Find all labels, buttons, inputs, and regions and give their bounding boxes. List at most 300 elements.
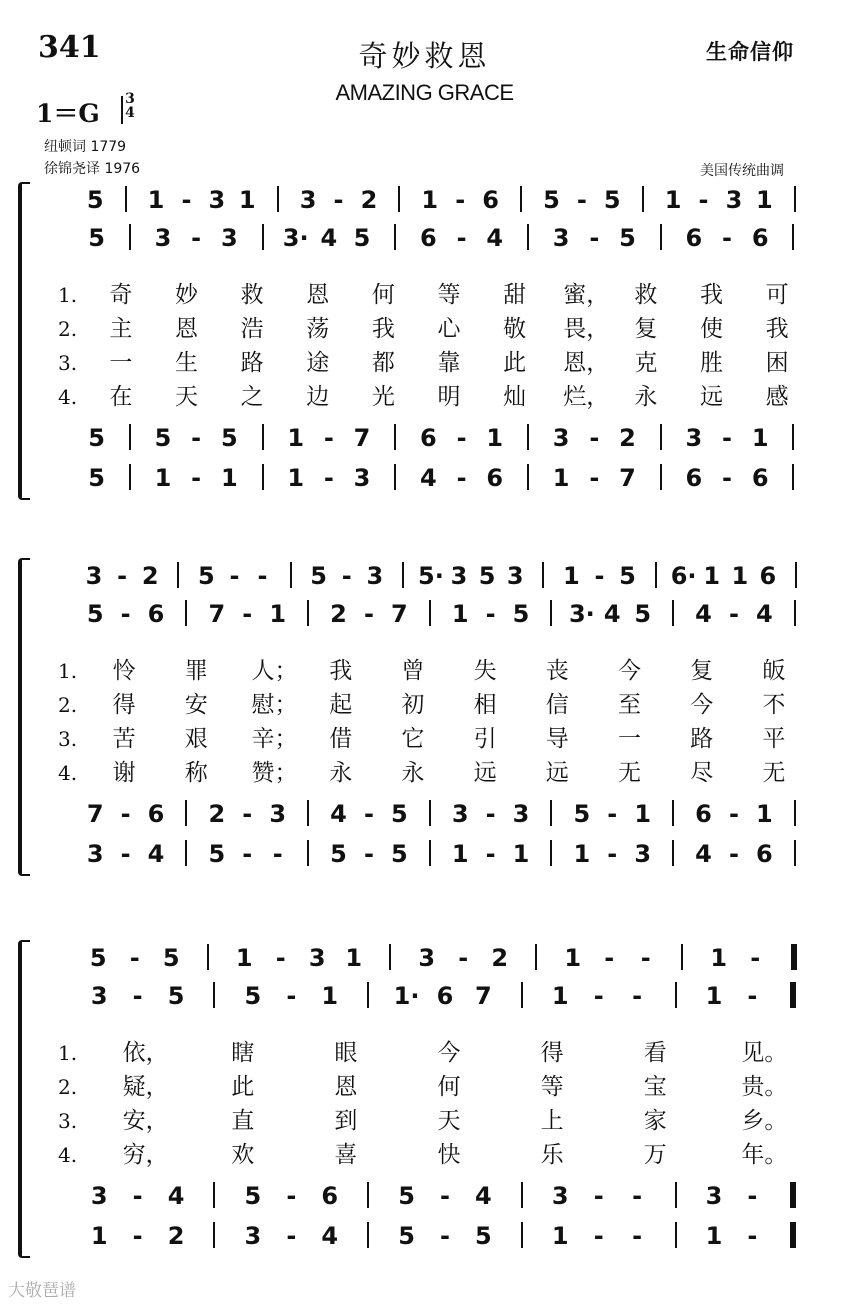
dash-extension: - (594, 562, 605, 590)
lyric-syllable: 甜 (503, 282, 527, 308)
lyric-syllable: 至 (618, 692, 641, 718)
barline (535, 944, 537, 970)
note: 3 (512, 800, 530, 828)
key-signature: 1＝G (36, 99, 100, 128)
lyric-syllable: 乐 (540, 1142, 564, 1168)
note: 5 (478, 562, 496, 590)
barline (550, 840, 552, 866)
lyric-syllable: 今 (437, 1040, 461, 1066)
note: 5 (398, 1222, 415, 1250)
dash-extension: - (229, 562, 240, 590)
lyric-syllable: 万 (643, 1142, 667, 1168)
tune-credit: 美国传统曲调 (700, 163, 784, 179)
dash-extension: - (593, 982, 604, 1010)
barline (675, 1222, 677, 1248)
dash-extension: - (286, 982, 297, 1010)
barline (675, 982, 677, 1008)
note: 3 (506, 562, 524, 590)
lyric-syllable: 光 (371, 384, 395, 410)
dash-extension: - (589, 464, 600, 492)
barline (129, 464, 131, 490)
lyric-syllable: 我 (765, 316, 789, 342)
dash-extension: - (750, 944, 761, 972)
lyric-syllable: 瞎 (231, 1040, 255, 1066)
dash-extension: - (722, 464, 733, 492)
lyric-syllable: 都 (371, 350, 395, 376)
dash-extension: - (632, 1222, 643, 1250)
dash-extension: - (747, 982, 758, 1010)
note: 1 (573, 840, 591, 868)
dash-extension: - (132, 982, 143, 1010)
note: 3· (282, 224, 309, 252)
lyric-syllable: 乡。 (741, 1108, 788, 1134)
barline (262, 424, 264, 450)
note: 1 (705, 1222, 723, 1250)
barline (213, 1222, 215, 1248)
barline (521, 982, 523, 1008)
lyric-syllable: 永 (634, 384, 658, 410)
note: 6 (486, 464, 504, 492)
notation-row (0, 1218, 849, 1254)
lyric-syllable: 边 (306, 384, 330, 410)
final-barline (790, 1182, 796, 1208)
note: 4 (320, 224, 338, 252)
category-label: 生命信仰 (706, 40, 794, 64)
barline (367, 982, 369, 1008)
lyric-line (0, 722, 849, 756)
note: 1 (751, 424, 769, 452)
note: 5 (244, 1182, 262, 1210)
lyric-syllable: 使 (700, 316, 724, 342)
note: 6 (751, 224, 769, 252)
barline (290, 562, 292, 588)
note: 1 (564, 944, 582, 972)
lyric-syllable: 心 (437, 316, 461, 342)
lyric-syllable: 困 (765, 350, 789, 376)
note: 4 (167, 1182, 185, 1210)
dash-extension: - (698, 186, 709, 214)
lyric-syllable: 蜜， (563, 282, 610, 308)
note: 6 (685, 464, 703, 492)
note: 4 (321, 1222, 339, 1250)
barline (262, 224, 264, 250)
note: 1 (154, 464, 172, 492)
dash-extension: - (455, 186, 466, 214)
lyric-syllable: 慰； (251, 692, 298, 718)
barline (792, 424, 794, 450)
lyric-syllable: 看 (643, 1040, 667, 1066)
note: 4 (420, 464, 437, 492)
note: 3 (551, 1182, 569, 1210)
note: 1 (238, 186, 256, 214)
lyric-syllable: 称 (184, 760, 208, 786)
barline (660, 224, 662, 250)
lyric-syllable: 安 (184, 692, 208, 718)
lyric-line (0, 312, 849, 346)
dash-extension: - (589, 424, 600, 452)
score-system (0, 182, 849, 512)
barline (794, 186, 796, 212)
verse-number: 4. (58, 385, 78, 409)
dash-extension: - (242, 600, 253, 628)
note: 6 (147, 800, 165, 828)
barline (429, 800, 431, 826)
lyric-syllable: 依， (122, 1040, 169, 1066)
lyric-syllable: 上 (540, 1108, 564, 1134)
note: 3 (154, 224, 172, 252)
verse-number: 1. (58, 659, 78, 683)
dash-extension: - (363, 840, 374, 868)
lyric-syllable: 疑， (122, 1074, 169, 1100)
lyric-syllable: 贵。 (741, 1074, 788, 1100)
note: 2 (167, 1222, 185, 1250)
lyric-syllable: 直 (231, 1108, 255, 1134)
barline (681, 944, 683, 970)
lyric-syllable: 一 (618, 726, 641, 752)
watermark: 大敬琶谱 (8, 1281, 76, 1301)
barline (207, 944, 209, 970)
note: 5 (543, 186, 560, 214)
note: 5 (162, 944, 180, 972)
note: 6 (759, 562, 777, 590)
barline (527, 464, 529, 490)
note: 3 (90, 1182, 108, 1210)
note: 3 (552, 424, 570, 452)
barline (129, 424, 131, 450)
dash-extension: - (120, 600, 131, 628)
note: 3 (705, 1182, 723, 1210)
lyric-syllable: 相 (473, 692, 497, 718)
notation-row (0, 460, 849, 496)
notation-row (0, 182, 849, 218)
note: 1 (345, 944, 363, 972)
dash-extension: - (485, 600, 496, 628)
lyric-syllable: 到 (334, 1108, 358, 1134)
lyric-syllable: 喜 (334, 1142, 358, 1168)
barline (672, 840, 674, 866)
dash-extension: - (747, 1182, 758, 1210)
dash-extension: - (728, 800, 739, 828)
score-system (0, 940, 849, 1270)
note: 2 (208, 800, 226, 828)
time-signature-line (121, 96, 123, 124)
lyric-line (0, 756, 849, 790)
note: 5 (573, 800, 591, 828)
lyric-syllable: 此 (231, 1074, 255, 1100)
note: 5 (634, 600, 652, 628)
barline (655, 562, 657, 588)
barline (672, 800, 674, 826)
note: 1 (756, 186, 773, 214)
note: 3 (418, 944, 436, 972)
lyric-syllable: 见。 (741, 1040, 788, 1066)
note: 5 (88, 464, 105, 492)
note: 1 (710, 944, 728, 972)
lyric-line (0, 278, 849, 312)
lyric-syllable: 救 (240, 282, 264, 308)
time-signature-top: 3 (125, 91, 135, 107)
barline (792, 224, 794, 250)
note: 5 (154, 424, 172, 452)
note: 1 (552, 464, 570, 492)
note: 4 (603, 600, 621, 628)
dash-extension: - (640, 944, 651, 972)
note: 5 (353, 224, 371, 252)
dash-extension: - (257, 562, 268, 590)
dash-extension: - (129, 944, 140, 972)
barline (185, 800, 187, 826)
note: 2 (491, 944, 509, 972)
verse-number: 3. (58, 351, 78, 375)
barline (307, 600, 309, 626)
note: 5 (197, 562, 215, 590)
note: 5 (310, 562, 327, 590)
lyric-syllable: 之 (240, 384, 264, 410)
lyric-syllable: 天 (437, 1108, 461, 1134)
barline (389, 944, 391, 970)
dash-extension: - (117, 562, 128, 590)
note: 1 (451, 840, 469, 868)
note: 1 (634, 800, 652, 828)
barline (402, 562, 404, 588)
note: 5 (86, 186, 104, 214)
note: 1 (147, 186, 165, 214)
note: 3 (353, 464, 371, 492)
note: 4 (486, 224, 504, 252)
note: 6 (756, 840, 773, 868)
lyric-syllable: 明 (437, 384, 461, 410)
lyric-line (0, 1036, 849, 1070)
verse-number: 1. (58, 1041, 78, 1065)
score-system (0, 558, 849, 888)
barline (125, 186, 127, 212)
lyric-syllable: 路 (690, 726, 714, 752)
lyric-line (0, 1138, 849, 1172)
barline (642, 186, 644, 212)
dash-extension: - (456, 224, 467, 252)
lyric-line (0, 688, 849, 722)
lyric-syllable: 胜 (700, 350, 724, 376)
lyric-syllable: 生 (174, 350, 198, 376)
note: 5 (208, 840, 226, 868)
note: 1 (512, 840, 530, 868)
note: 1 (451, 600, 469, 628)
lyric-syllable: 谢 (112, 760, 136, 786)
dash-extension: - (728, 840, 739, 868)
note: 3 (308, 944, 326, 972)
barline (527, 224, 529, 250)
note: 1 (731, 562, 749, 590)
lyric-syllable: 今 (618, 658, 641, 684)
note: 2 (141, 562, 159, 590)
dash-extension: - (132, 1222, 143, 1250)
note: 5 (391, 800, 408, 828)
lyric-syllable: 欢 (231, 1142, 255, 1168)
note: 7 (208, 600, 226, 628)
notation-row (0, 558, 849, 594)
lyric-syllable: 敬 (503, 316, 527, 342)
lyric-syllable: 我 (371, 316, 395, 342)
lyric-syllable: 感 (765, 384, 789, 410)
notation-row (0, 978, 849, 1014)
note: 6 (695, 800, 712, 828)
lyric-syllable: 克 (634, 350, 658, 376)
note: 3 (451, 800, 469, 828)
barline (550, 600, 552, 626)
dash-extension: - (242, 840, 253, 868)
dash-extension: - (747, 1222, 758, 1250)
note: 4 (695, 840, 712, 868)
note: 6· (670, 562, 697, 590)
notation-row (0, 940, 849, 976)
barline (429, 840, 431, 866)
dash-extension: - (440, 1182, 450, 1210)
note: 4 (756, 600, 773, 628)
dash-extension: - (286, 1222, 297, 1250)
dash-extension: - (456, 424, 467, 452)
barline (177, 562, 179, 588)
notation-row (0, 220, 849, 256)
dash-extension: - (604, 944, 615, 972)
notation-row (0, 836, 849, 872)
lyric-syllable: 此 (503, 350, 527, 376)
lyric-syllable: 丧 (545, 658, 569, 684)
note: 1 (551, 982, 569, 1010)
lyric-syllable: 眼 (334, 1040, 358, 1066)
lyric-syllable: 今 (690, 692, 714, 718)
dash-extension: - (456, 464, 467, 492)
lyric-syllable: 妙 (174, 282, 198, 308)
note: 4 (695, 600, 712, 628)
note: 1 (562, 562, 580, 590)
lyric-syllable: 不 (762, 692, 786, 718)
dash-extension: - (728, 600, 739, 628)
lyric-syllable: 人； (251, 658, 298, 684)
barline (660, 424, 662, 450)
final-barline (790, 982, 796, 1008)
note: 2 (619, 424, 636, 452)
note: 6 (147, 600, 165, 628)
barline (672, 600, 674, 626)
lyric-syllable: 无 (762, 760, 786, 786)
lyric-syllable: 烂， (563, 384, 610, 410)
dash-extension: - (323, 464, 334, 492)
dash-extension: - (722, 224, 733, 252)
barline (520, 186, 522, 212)
note: 4 (147, 840, 165, 868)
dash-extension: - (191, 464, 202, 492)
dash-extension: - (607, 840, 618, 868)
lyric-syllable: 引 (473, 726, 497, 752)
note: 1 (703, 562, 721, 590)
note: 3 (86, 840, 104, 868)
note: 1 (421, 186, 439, 214)
lyric-line (0, 654, 849, 688)
note: 5 (88, 224, 105, 252)
note: 1 (287, 464, 305, 492)
lyricist-credit: 纽顿词 1779 (44, 139, 127, 155)
notation-row (0, 596, 849, 632)
dash-extension: - (132, 1182, 143, 1210)
lyric-syllable: 快 (437, 1142, 461, 1168)
lyric-syllable: 天 (174, 384, 198, 410)
note: 7 (391, 600, 408, 628)
lyric-syllable: 远 (545, 760, 569, 786)
lyric-syllable: 穷， (122, 1142, 169, 1168)
lyric-syllable: 可 (765, 282, 789, 308)
barline (429, 600, 431, 626)
verse-number: 3. (58, 1109, 78, 1133)
note: 3 (725, 186, 743, 214)
lyric-syllable: 恩 (334, 1074, 358, 1100)
verse-number: 1. (58, 283, 78, 307)
note: 5 (167, 982, 185, 1010)
barline (277, 186, 279, 212)
note: 4 (330, 800, 347, 828)
lyric-syllable: 宝 (643, 1074, 667, 1100)
lyric-syllable: 永 (329, 760, 353, 786)
barline (394, 224, 396, 250)
note: 3 (208, 186, 226, 214)
notation-row (0, 796, 849, 832)
dash-extension: - (181, 186, 192, 214)
note: 1 (269, 600, 287, 628)
note: 5 (391, 840, 408, 868)
lyric-syllable: 等 (437, 282, 461, 308)
note: 3 (634, 840, 652, 868)
dash-extension: - (323, 424, 334, 452)
note: 6 (420, 424, 437, 452)
verse-number: 2. (58, 1075, 78, 1099)
note: 4 (475, 1182, 492, 1210)
note: 6 (420, 224, 437, 252)
note: 5 (330, 840, 347, 868)
lyric-line (0, 346, 849, 380)
lyric-syllable: 永 (401, 760, 425, 786)
note: 5 (512, 600, 530, 628)
note: 5 (89, 944, 107, 972)
lyric-syllable: 何 (371, 282, 395, 308)
lyric-syllable: 何 (437, 1074, 461, 1100)
dash-extension: - (333, 186, 344, 214)
note: 7 (353, 424, 371, 452)
verse-number: 2. (58, 693, 78, 717)
lyric-syllable: 罪 (184, 658, 208, 684)
note: 5 (475, 1222, 492, 1250)
lyric-syllable: 艰 (184, 726, 208, 752)
dash-extension: - (191, 424, 202, 452)
notation-row (0, 420, 849, 456)
notation-row (0, 1178, 849, 1214)
title-english: AMAZING GRACE (335, 80, 514, 105)
verse-number: 3. (58, 727, 78, 751)
dash-extension: - (632, 1182, 643, 1210)
lyric-syllable: 它 (401, 726, 425, 752)
hymn-number: 341 (38, 30, 101, 65)
lyric-syllable: 灿 (503, 384, 527, 410)
lyric-syllable: 起 (329, 692, 353, 718)
barline (794, 800, 796, 826)
lyric-syllable: 无 (618, 760, 641, 786)
barline (527, 424, 529, 450)
note: 3 (85, 562, 103, 590)
lyric-syllable: 我 (329, 658, 353, 684)
lyric-syllable: 恩， (563, 350, 610, 376)
lyric-syllable: 浩 (240, 316, 264, 342)
lyric-syllable: 得 (540, 1040, 564, 1066)
lyric-syllable: 一 (109, 350, 133, 376)
barline (367, 1222, 369, 1248)
